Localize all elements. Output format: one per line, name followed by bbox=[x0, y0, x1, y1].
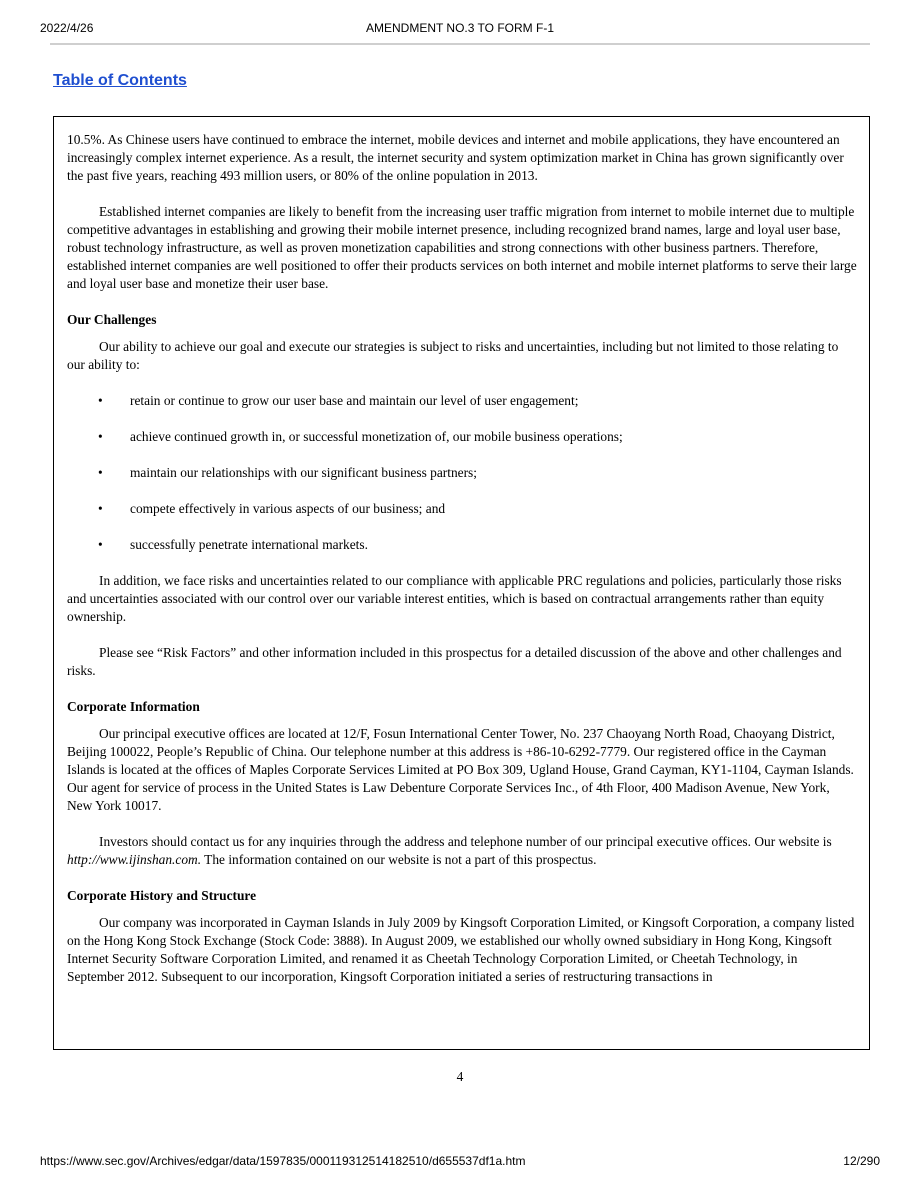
list-item bbox=[67, 392, 857, 410]
paragraph: In addition, we face risks and uncertainties related to our compliance with applicable PRC regulations and policies, particularly those risks and uncertainties associated with our control over our variable interest entities, which is based on contractual arrangements rather than equity ownership. bbox=[67, 573, 842, 624]
list-item bbox=[67, 500, 857, 518]
paragraph: Established internet companies are likely to benefit from the increasing user traffic migration from internet to mobile internet due to multiple competitive advantages in establishing and growing their mobile internet presence, including recognized brand names, large and loyal user base, robust technology infrastructure, as well as proven monetization capabilities and strong connections with other business partners. Therefore, established internet companies are well positioned to offer their products services on both internet and mobile internet platforms to serve their large and loyal user base and monetize their user base. bbox=[67, 204, 857, 291]
page-number: 4 bbox=[456, 1069, 464, 1084]
paragraph-text: The information contained on our website is not a part of this prospectus. bbox=[201, 852, 597, 867]
list-item-text: retain or continue to grow our user base and maintain our level of user engagement; bbox=[130, 393, 579, 408]
list-item-text: achieve continued growth in, or successful monetization of, our mobile business operations; bbox=[130, 429, 623, 444]
paragraph: 10.5%. As Chinese users have continued to embrace the internet, mobile devices and internet and mobile applications, they have encountered an increasingly complex internet experience. As a result, the internet security and system optimization market in China has grown significantly over the past five years, reaching 493 million users, or 80% of the online population in 2013. bbox=[67, 132, 844, 183]
table-of-contents-link[interactable]: Table of Contents bbox=[53, 72, 187, 89]
list-item bbox=[67, 536, 857, 554]
list-item-text: successfully penetrate international markets. bbox=[130, 537, 368, 552]
print-header-title: AMENDMENT NO.3 TO FORM F-1 bbox=[365, 21, 554, 35]
document-body bbox=[67, 131, 857, 1004]
print-date: 2022/4/26 bbox=[40, 21, 94, 35]
print-footer-url: https://www.sec.gov/Archives/edgar/data/1597835/000119312514182510/d655537df1a.htm bbox=[40, 1154, 526, 1168]
paragraph: Please see “Risk Factors” and other information included in this prospectus for a detailed discussion of the above and other challenges and risks. bbox=[67, 645, 842, 678]
bullet-icon: • bbox=[98, 465, 103, 480]
print-page-count: 12/290 bbox=[843, 1154, 880, 1168]
paragraph: Our company was incorporated in Cayman Islands in July 2009 by Kingsoft Corporation Limited, or Kingsoft Corporation, a company listed on the Hong Kong Stock Exchange (Stock Code: 3888). In August 2009, we established our wholly owned subsidiary in Hong Kong, Kingsoft Internet Security Software Corporation Limited, and renamed it as Cheetah Technology Corporation Limited, or Cheetah Technology, in September 2012. Subsequent to our incorporation, Kingsoft Corporation initiated a series of restructuring transactions in bbox=[67, 915, 855, 984]
paragraph-text: Investors should contact us for any inquiries through the address and telephone number of our principal executive offices. Our website is bbox=[99, 834, 832, 849]
paragraph bbox=[67, 833, 857, 869]
bullet-icon: • bbox=[98, 537, 103, 552]
section-heading-corporate-information: Corporate Information bbox=[67, 699, 200, 714]
bullet-icon: • bbox=[98, 393, 103, 408]
content-frame bbox=[53, 116, 870, 1050]
list-item bbox=[67, 464, 857, 482]
header-divider bbox=[50, 43, 870, 45]
list-item-text: compete effectively in various aspects of our business; and bbox=[130, 501, 446, 516]
list-item bbox=[67, 428, 857, 446]
paragraph: Our ability to achieve our goal and execute our strategies is subject to risks and uncertainties, including but not limited to those relating to our ability to: bbox=[67, 339, 839, 372]
section-heading-corporate-history: Corporate History and Structure bbox=[67, 888, 257, 903]
bullet-icon: • bbox=[98, 429, 103, 444]
section-heading-challenges: Our Challenges bbox=[67, 312, 157, 327]
website-url: http://www.ijinshan.com. bbox=[67, 852, 202, 867]
paragraph: Our principal executive offices are located at 12/F, Fosun International Center Tower, No. 237 Chaoyang North Road, Chaoyang District, Beijing 100022, People’s Republic of China. Our telephone number at this address is +86-10-6292-7779. Our registered office in the Cayman Islands is located at the offices of Maples Corporate Services Limited at PO Box 309, Ugland House, Grand Cayman, KY1-1104, Cayman Islands. Our agent for service of process in the United States is Law Debenture Corporate Services Inc., of 4th Floor, 400 Madison Avenue, New York, New York 10017. bbox=[67, 726, 854, 813]
challenges-list bbox=[67, 392, 857, 554]
bullet-icon: • bbox=[98, 501, 103, 516]
list-item-text: maintain our relationships with our significant business partners; bbox=[130, 465, 477, 480]
